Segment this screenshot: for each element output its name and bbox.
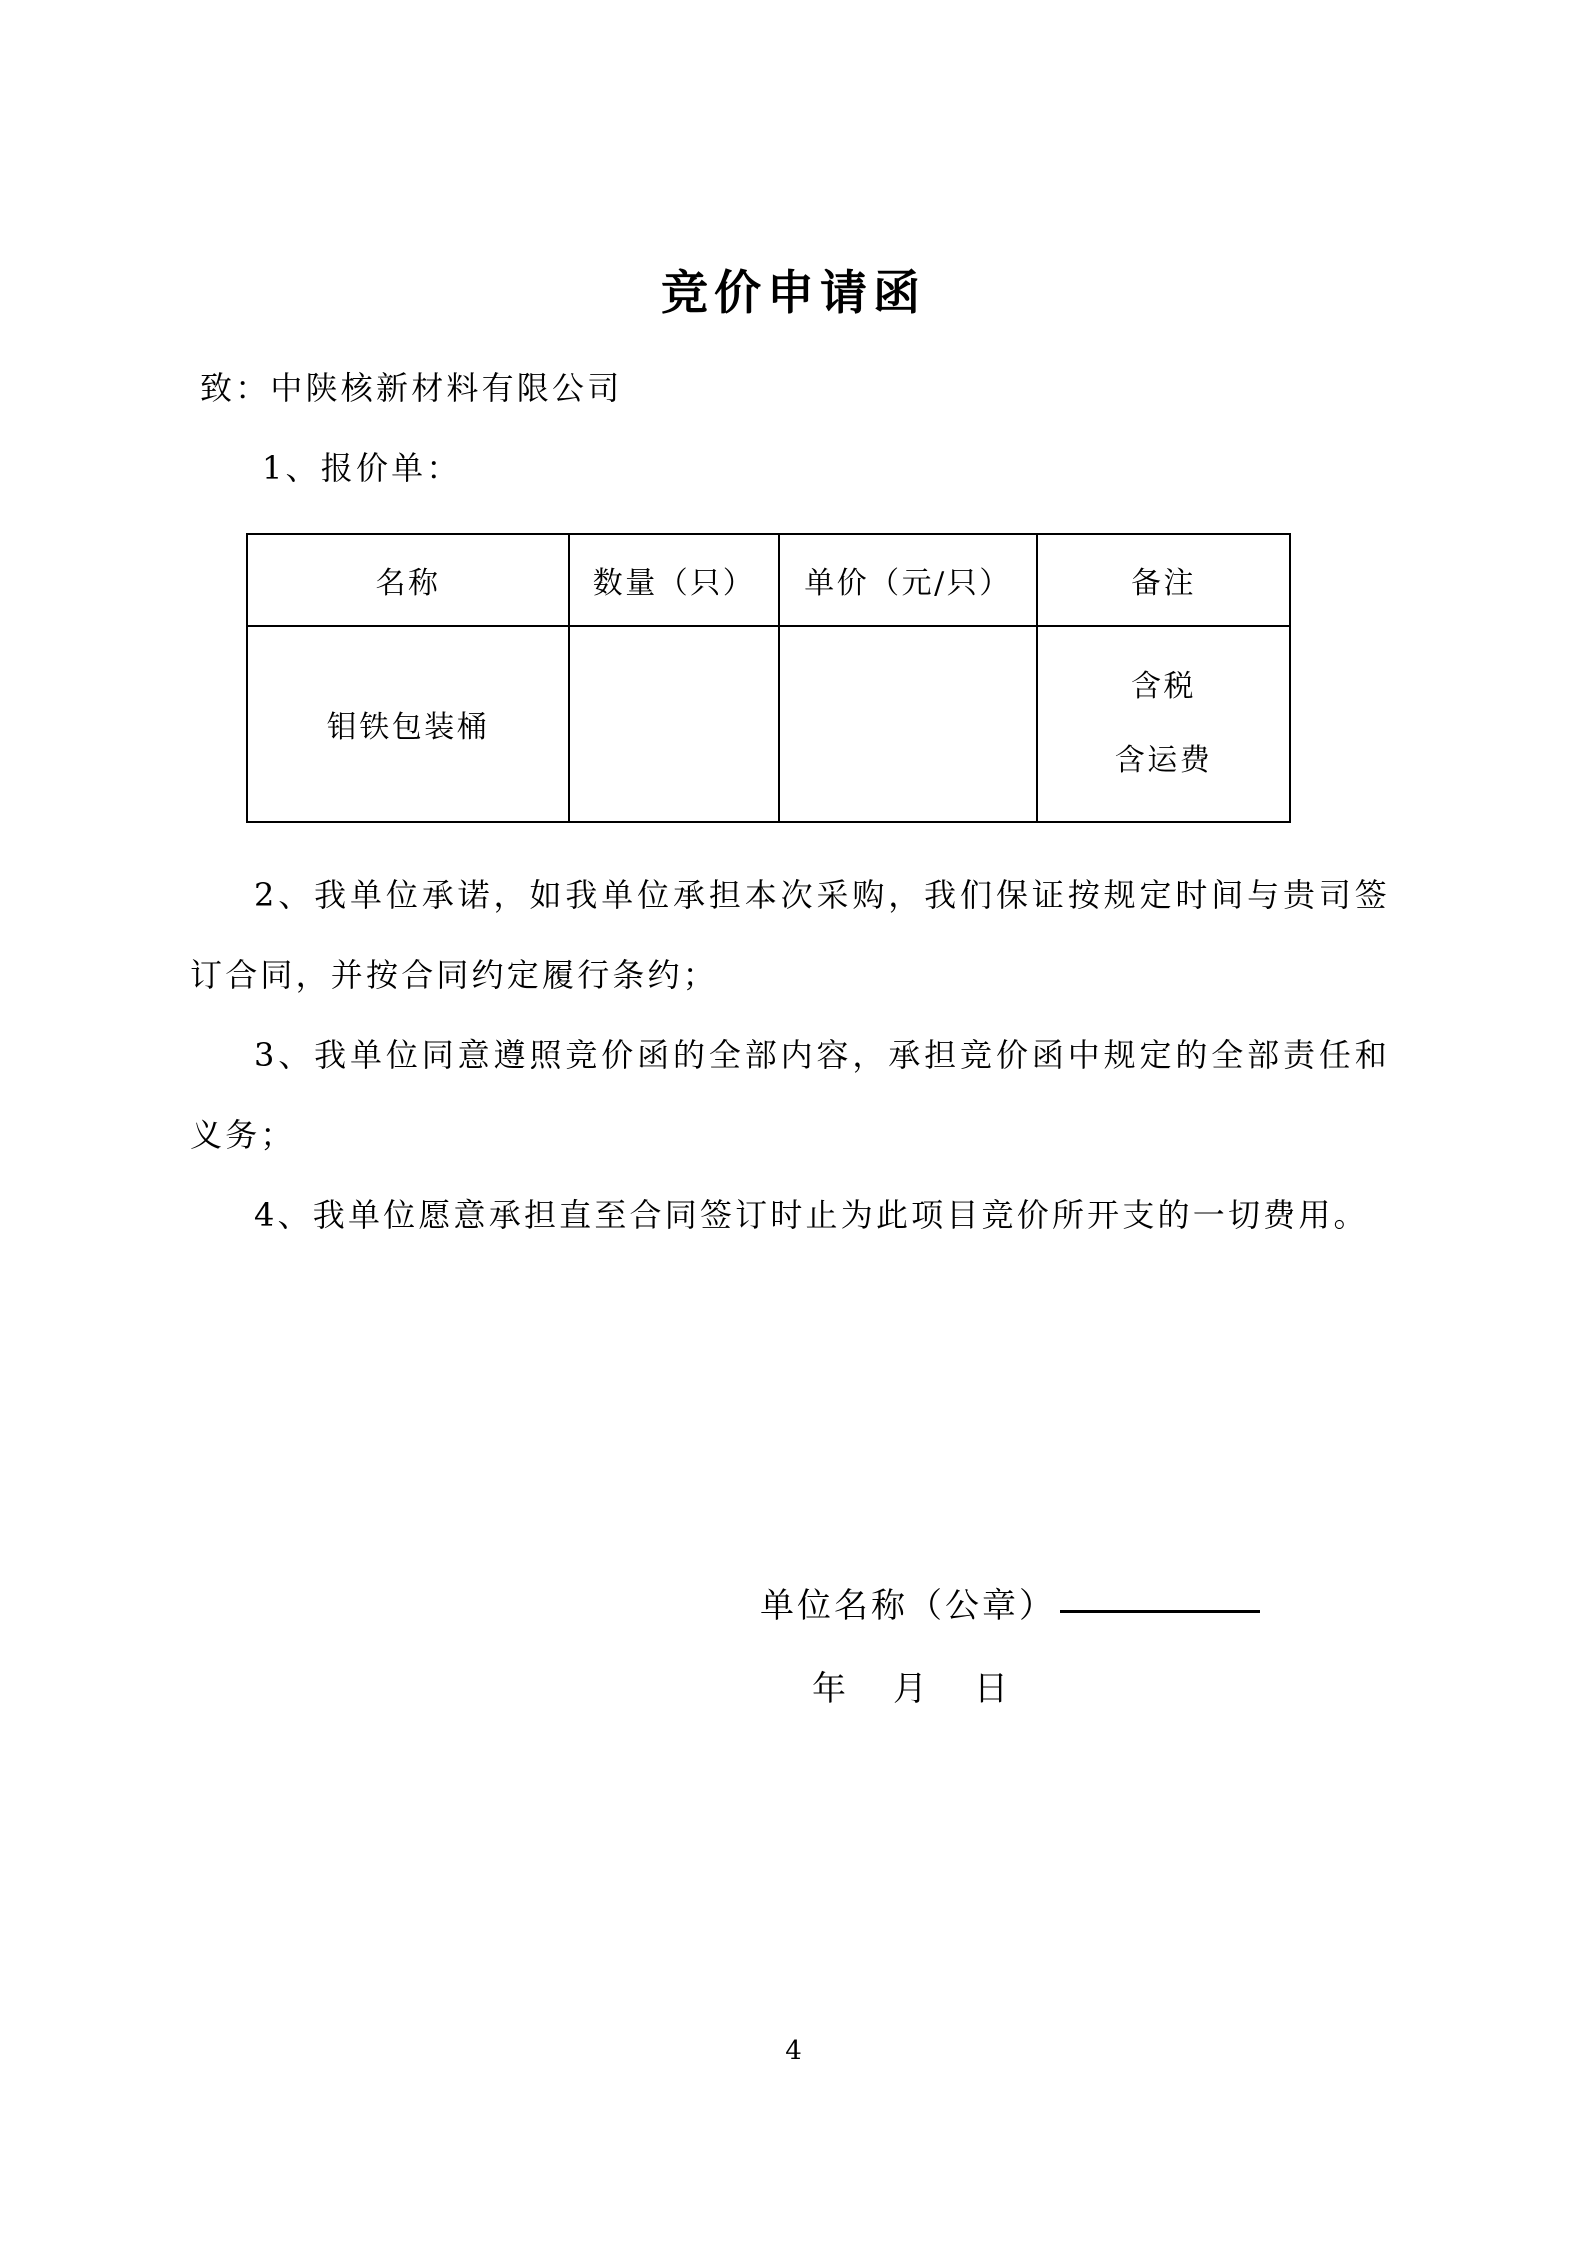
page-number: 4 (785, 2036, 802, 2066)
page-title: 竞价申请函 (661, 266, 926, 321)
signature-day-label: 日 (974, 1669, 1011, 1709)
recipient-line: 致：中陕核新材料有限公司 (200, 369, 623, 407)
cell-item-quantity[interactable] (569, 626, 779, 822)
signature-date-line (812, 1661, 1260, 1710)
signature-company-line (760, 1578, 1260, 1627)
section-1-label: 1、报价单： (262, 449, 462, 487)
quotation-table (246, 533, 1291, 823)
signature-company-label: 单位名称（公章） (760, 1586, 1056, 1626)
clause-item-4: 4、我单位愿意承担直至合同签订时止为此项目竞价所开支的一切费用。 (254, 1196, 1369, 1234)
signature-company-underline[interactable] (1060, 1610, 1260, 1613)
table-header-name: 名称 (247, 534, 569, 626)
clause-item-2: 2、我单位承诺，如我单位承担本次采购，我们保证按规定时间与贵司签订合同，并按合同约定履行条约； (190, 876, 1390, 994)
cell-item-name: 钼铁包装桶 (247, 626, 569, 822)
remark-line-tax-included: 含税 (1131, 669, 1196, 704)
table-header-remark: 备注 (1037, 534, 1290, 626)
cell-item-unit-price[interactable] (779, 626, 1037, 822)
signature-year-label: 年 (812, 1669, 849, 1709)
remark-line-freight-included: 含运费 (1114, 743, 1213, 778)
table-header-quantity: 数量（只） (569, 534, 779, 626)
clause-item-3: 3、我单位同意遵照竞价函的全部内容，承担竞价函中规定的全部责任和义务； (190, 1036, 1390, 1154)
table-row (247, 626, 1290, 822)
cell-item-remark (1037, 626, 1290, 822)
signature-block (760, 1578, 1260, 1710)
table-header-unit-price: 单价（元/只） (779, 534, 1037, 626)
table-header-row (247, 534, 1290, 626)
signature-month-label: 月 (893, 1669, 930, 1709)
